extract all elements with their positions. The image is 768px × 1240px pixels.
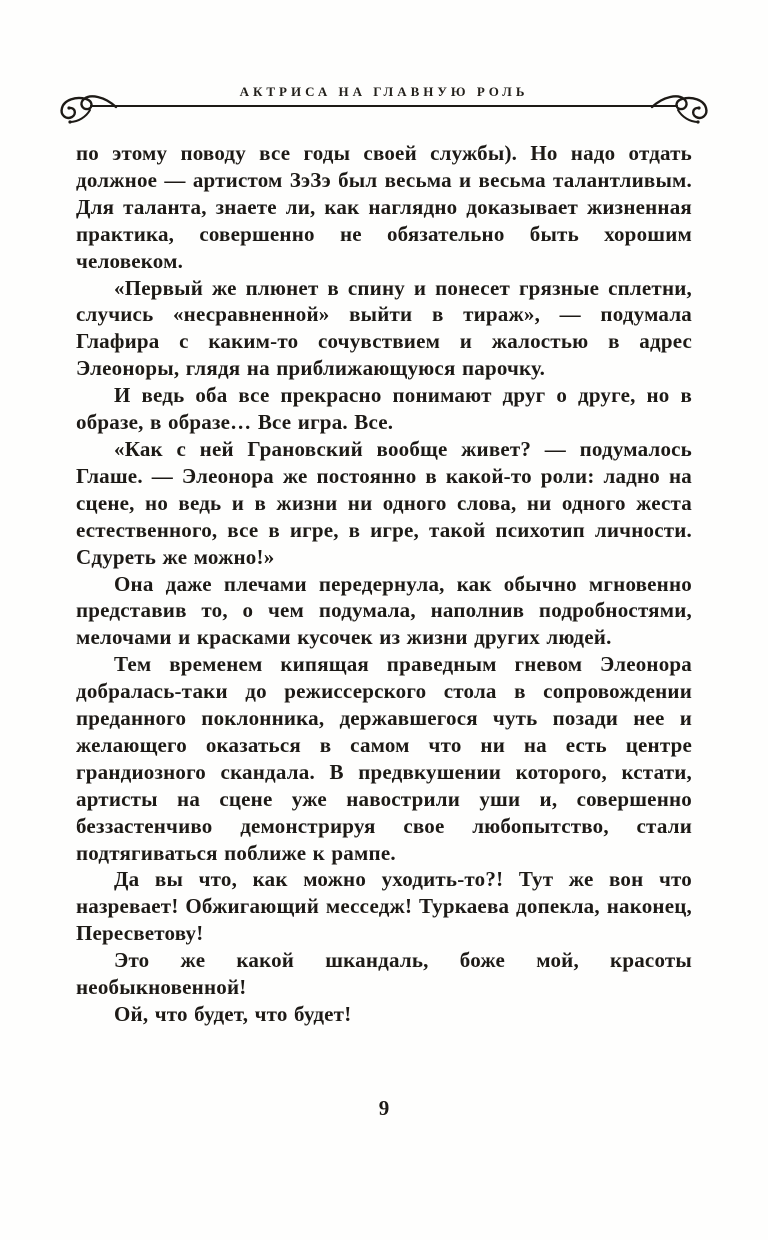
page-number: 9 xyxy=(378,1096,390,1120)
running-head-title: АКТРИСА НА ГЛАВНУЮ РОЛЬ xyxy=(239,84,529,99)
header-rule xyxy=(90,105,678,107)
body-text xyxy=(76,140,692,1028)
paragraph: Да вы что, как можно уходить-то?! Тут же вон что назревает! Обжигающий месседж! Туркаева допекла, наконец, Пересветову! xyxy=(76,867,692,946)
paragraph: Она даже плечами передернула, как обычно мгновенно представив то, о чем подумала, наполнив подробностями, мелочами и красками кусочек из жизни других людей. xyxy=(76,571,692,650)
running-head xyxy=(62,84,706,132)
paragraph: по этому поводу все годы своей службы). Но надо отдать должное — артистом ЗэЗэ был весьма и весьма талантливым. Для таланта, знаете ли, как наглядно доказывает жизненная практика, совершенно не обязательно быть хорошим человеком. xyxy=(76,141,692,273)
paragraph: «Первый же плюнет в спину и понесет грязные сплетни, случись «несравненной» выйти в тираж», — подумала Глафира с каким-то сочувствием и жалостью в адрес Элеоноры, глядя на приближающуюся парочку. xyxy=(76,275,692,381)
paragraph: И ведь оба все прекрасно понимают друг о друге, но в образе, в образе… Все игра. Все. xyxy=(76,383,692,435)
paragraph: Это же какой шкандаль, боже мой, красоты необыкновенной! xyxy=(76,948,692,1000)
paragraph: «Как с ней Грановский вообще живет? — подумалось Глаше. — Элеонора же постоянно в какой-то роли: ладно на сцене, но ведь и в жизни ни одного слова, ни одного жеста естественного, все в игре, в игре, такой психотип личности. Сдуреть же можно!» xyxy=(76,436,692,569)
paragraph: Ой, что будет, что будет! xyxy=(114,1002,352,1026)
flourish-right-icon xyxy=(650,86,712,128)
paragraph: Тем временем кипящая праведным гневом Элеонора добралась-таки до режиссерского стола в сопровождении преданного поклонника, державшегося чуть позади нее и желающего оказаться в самом что ни на есть центре грандиозного скандала. В предвкушении которого, кстати, артисты на сцене уже навострили уши и, совершенно беззастенчиво демонстрируя свое любопытство, стали подтягиваться поближе к рампе. xyxy=(76,652,692,865)
